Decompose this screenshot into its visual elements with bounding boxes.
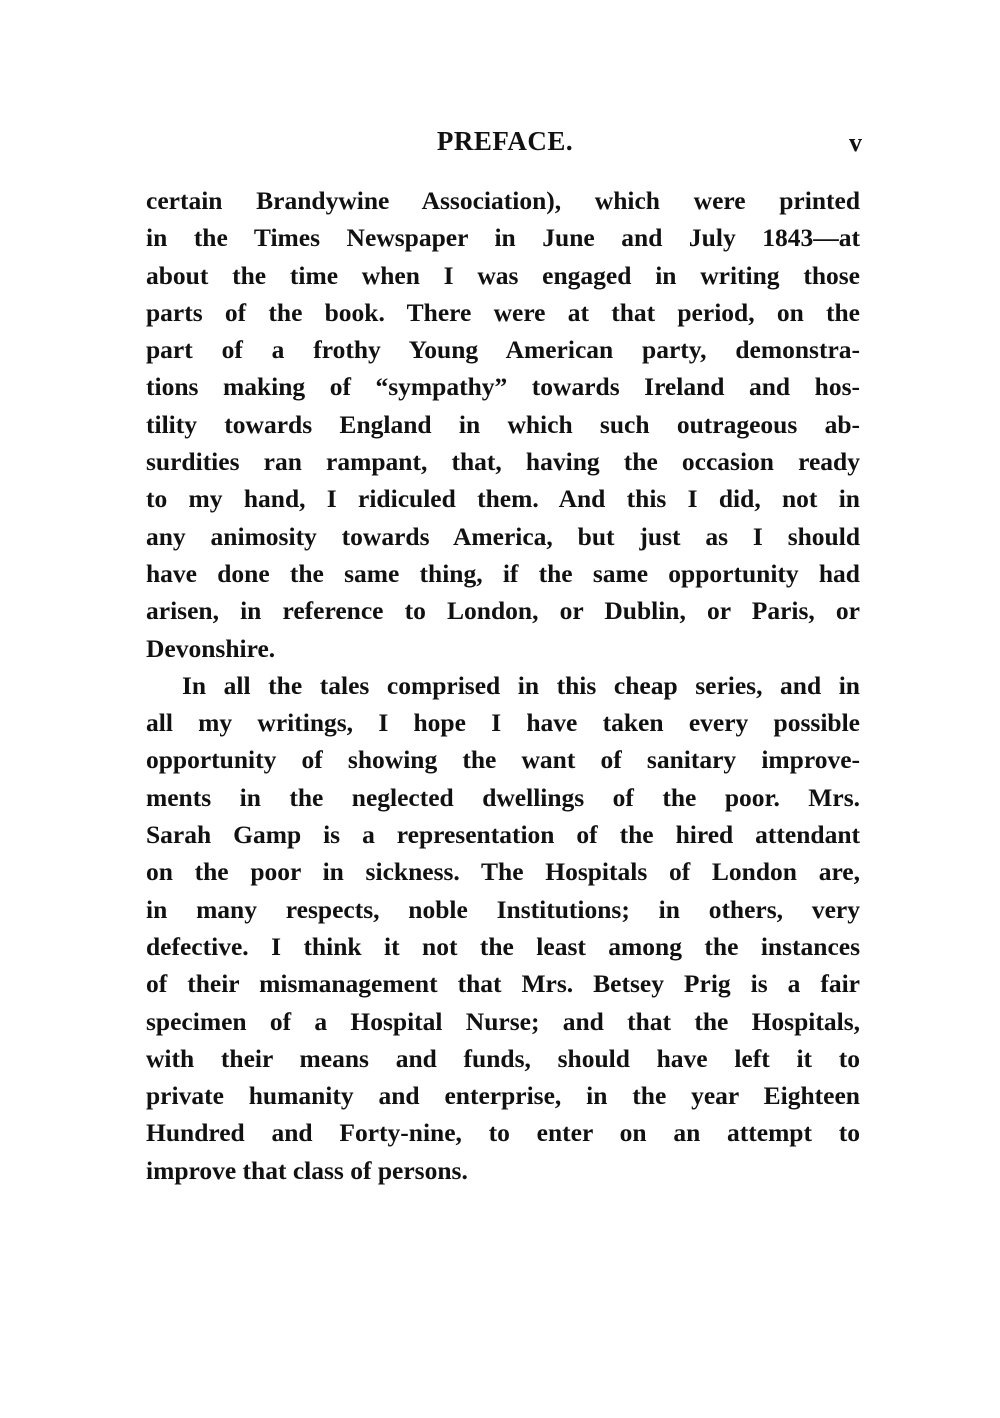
text-line: opportunity of showing the want of sanitary improve- xyxy=(146,745,860,775)
text-line: to my hand, I ridiculed them. And this I did, not in xyxy=(146,484,860,514)
text-line: in many respects, noble Institutions; in others, very xyxy=(146,894,860,924)
paragraph-2 xyxy=(146,667,860,1189)
page-body xyxy=(146,182,860,1189)
running-header xyxy=(146,126,864,166)
text-line: defective. I think it not the least among the instances xyxy=(146,931,860,961)
text-line: any animosity towards America, but just as I should xyxy=(146,521,860,551)
text-line: Hundred and Forty-nine, to enter on an attempt to xyxy=(146,1118,860,1148)
text-line: with their means and funds, should have left it to xyxy=(146,1043,860,1073)
text-line: all my writings, I hope I have taken every possible xyxy=(146,708,860,738)
text-line: ments in the neglected dwellings of the poor. Mrs. xyxy=(146,782,860,812)
text-line: tions making of “sympathy” towards Ireland and hos- xyxy=(146,372,860,402)
text-line: on the poor in sickness. The Hospitals of London are, xyxy=(146,857,860,887)
text-line: have done the same thing, if the same opportunity had xyxy=(146,558,860,588)
text-line: about the time when I was engaged in writing those xyxy=(146,260,860,290)
text-line: of their mismanagement that Mrs. Betsey Prig is a fair xyxy=(146,969,860,999)
page-title: PREFACE. xyxy=(436,126,574,156)
text-line: surdities ran rampant, that, having the occasion ready xyxy=(146,447,860,477)
text-line: part of a frothy Young American party, demonstra- xyxy=(146,335,860,365)
text-line: Devonshire. xyxy=(146,633,276,663)
text-line: private humanity and enterprise, in the year Eighteen xyxy=(146,1081,860,1111)
text-line: specimen of a Hospital Nurse; and that the Hospitals, xyxy=(146,1006,860,1036)
text-line: tility towards England in which such outrageous ab- xyxy=(146,409,860,439)
text-line: parts of the book. There were at that period, on the xyxy=(146,297,860,327)
text-line: improve that class of persons. xyxy=(146,1155,468,1185)
page-number: v xyxy=(849,128,862,157)
paragraph-1 xyxy=(146,182,860,667)
text-line: certain Brandywine Association), which were printed xyxy=(146,186,860,215)
text-line: arisen, in reference to London, or Dublin, or Paris, or xyxy=(146,596,860,626)
text-line: in the Times Newspaper in June and July 1843—at xyxy=(146,223,860,253)
text-line: In all the tales comprised in this cheap series, and in xyxy=(182,670,860,700)
text-line: Sarah Gamp is a representation of the hired attendant xyxy=(146,820,860,850)
